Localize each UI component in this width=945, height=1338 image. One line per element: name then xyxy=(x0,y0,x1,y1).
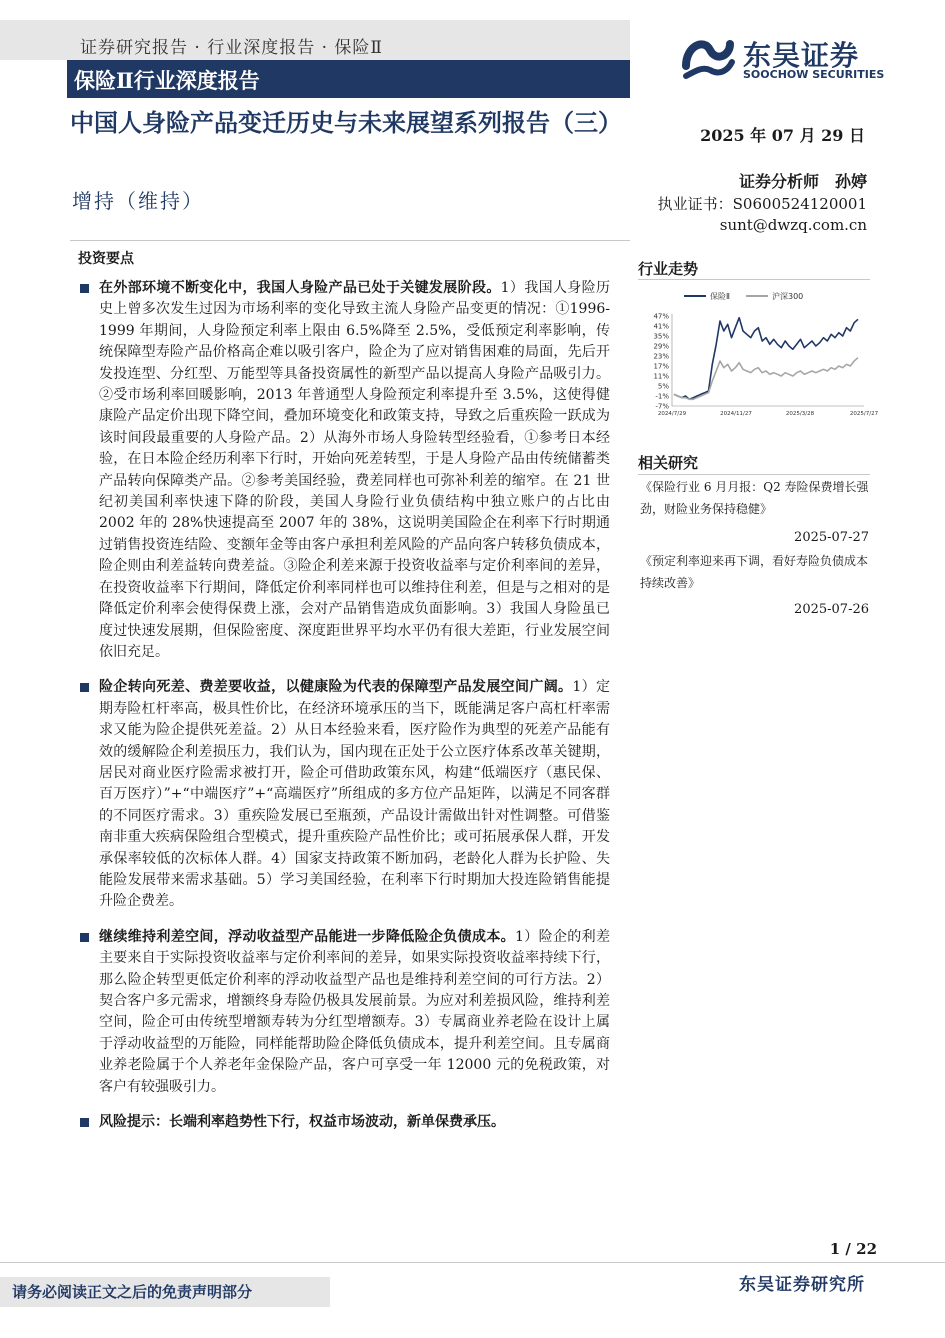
x-tick-label: 2025/3/28 xyxy=(785,411,815,417)
divider xyxy=(638,474,870,475)
summary-point xyxy=(80,278,610,663)
point-lead: 风险提示：长端利率趋势性下行，权益市场波动，新单保费承压。 xyxy=(99,1114,505,1131)
analyst-cert: 执业证书：S0600524120001 xyxy=(657,195,867,213)
y-tick-label: 41% xyxy=(653,322,669,331)
point-text: 1）我国人身险历史上曾多次发生过因为市场利率的变化导致主流人身险产品变更的情况：①1996-1999 年期间，人身险预定利率上限由 6.5%降至 2.5%，受低预定利率影响，传统保障型寿险产品价格高企难以吸引客户，险企为了应对销售困难的局面，先后开发投连型、分红型、万能型等具备投资属性的新型产品以提高人身险产品吸引力。②受市场利率回暖影响，2013 年普通型人身险预定利率提升至 3.5%，这使得健康险产品定价出现下降空间，叠加环境变化和政策支持，导致之后重疾险一跃成为该时间段最重要的人身险产品。2）从海外市场人身险转型经验看，①参考日本经验，在日本险企经历利率下行时，开始向死差转型，于是人身险产品由传统储蓄类产品转向保障类产品。②参考美国经验，费差同样也可弥补利差的缩窄。在 21 世纪初美国利率快速下降的阶段，美国人身险行业负债结构中独立账户的占比由 2002 年的 28%快速提高至 2007 年的 38%，这说明美国险企在利率下行时期通过销售投资连结险、变额年金等由客户承担利差风险的产品向客户转移负债成本，险企则由利差益转向费差益。③险企利差来源于投资收益率与定价利率间的差异，在投资收益率下行期间，降低定价利率同样也可以维持住利差，但是与之相对的是降低定价利率会使得保费上涨，会对产品销售造成负面影响。3）我国人身险虽已度过快速发展期，但保险密度、深度距世界平均水平仍有很大差距，行业发展空间依旧充足。 xyxy=(99,280,610,660)
y-tick-label: -1% xyxy=(655,392,669,401)
y-tick-label: 5% xyxy=(657,382,669,391)
report-title: 中国人身险产品变迁历史与未来展望系列报告（三） xyxy=(70,108,622,137)
bullet-square-icon xyxy=(80,683,89,692)
x-tick-label: 2025/7/27 xyxy=(849,411,879,417)
legend-label: 沪深300 xyxy=(772,292,804,301)
summary-point xyxy=(80,677,610,912)
rating: 增持（维持） xyxy=(72,189,204,213)
analyst-email[interactable]: sunt@dwzq.com.cn xyxy=(719,216,867,234)
point-lead: 继续维持利差空间，浮动收益型产品能进一步降低险企负债成本。 xyxy=(99,928,516,945)
summary-body xyxy=(80,278,610,1147)
bullet-square-icon xyxy=(80,284,89,293)
disclaimer-note: 请务必阅读正文之后的免责声明部分 xyxy=(12,1283,253,1301)
point-lead: 在外部环境不断变化中，我国人身险产品已处于关键发展阶段。 xyxy=(99,280,501,296)
divider xyxy=(0,1262,945,1263)
related-report-date: 2025-07-27 xyxy=(794,530,869,545)
report-date: 2025 年 07 月 29 日 xyxy=(700,126,865,145)
y-tick-label: 29% xyxy=(653,342,669,351)
brand-logo-icon xyxy=(680,32,736,82)
y-tick-label: 11% xyxy=(653,372,669,381)
breadcrumb: 证券研究报告 · 行业深度报告 · 保险Ⅱ xyxy=(80,38,383,58)
x-tick-label: 2024/7/29 xyxy=(657,411,687,417)
point-text: 1）定期寿险杠杆率高，极具性价比，在经济环境承压的当下，既能满足客户高杠杆率需求又能为险企提供死差益。2）从日本经验来看，医疗险作为典型的死差产品能有效的缓解险企利差损压力，我们认为，国内现在正处于公立医疗体系改革关键期，居民对商业医疗险需求被打开，险企可借助政策东风，构建“低端医疗（惠民保、百万医疗）”+“中端医疗”+“高端医疗”所组成的多方位产品矩阵，以满足不同客群的不同医疗需求。3）重疾险发展已至瓶颈，产品设计需做出针对性调整。可借鉴南非重大疾病保险组合型模式，提升重疾险产品性价比；或可拓展承保人群，开发承保率较低的次标体人群。4）国家支持政策不断加码，老龄化人群为长护险、失能险发展带来需求基础。5）学习美国经验，在利率下行时期加大投连险销售能提升险企费差。 xyxy=(99,679,610,910)
industry-trend-chart xyxy=(638,284,879,424)
y-tick-label: 35% xyxy=(653,332,669,341)
x-tick-label: 2024/11/27 xyxy=(720,411,752,417)
series-line xyxy=(674,318,858,400)
bullet-square-icon xyxy=(80,1118,89,1127)
related-heading: 相关研究 xyxy=(638,454,699,472)
related-report-date: 2025-07-26 xyxy=(794,602,869,617)
divider xyxy=(638,279,870,280)
brand-name-en: SOOCHOW SECURITIES xyxy=(743,68,885,81)
trend-heading: 行业走势 xyxy=(638,260,699,278)
report-category: 保险Ⅱ行业深度报告 xyxy=(74,68,260,93)
brand-name: 东吴证券 xyxy=(743,39,860,72)
summary-heading: 投资要点 xyxy=(78,251,134,267)
related-report-title[interactable]: 《预定利率迎来再下调，看好寿险负债成本持续改善》 xyxy=(640,554,869,590)
legend-label: 保险Ⅱ xyxy=(710,292,730,301)
point-lead: 险企转向死差、费差要收益，以健康险为代表的保障型产品发展空间广阔。 xyxy=(99,679,573,696)
y-tick-label: 17% xyxy=(653,362,669,371)
institute-name: 东吴证券研究所 xyxy=(739,1275,865,1295)
page-number: 1 / 22 xyxy=(829,1240,877,1258)
summary-point xyxy=(80,927,610,1098)
y-tick-label: 23% xyxy=(653,352,669,361)
related-report-title[interactable]: 《保险行业 6 月月报：Q2 寿险保费增长强劲，财险业务保持稳健》 xyxy=(640,480,869,516)
divider xyxy=(70,240,630,241)
summary-point xyxy=(80,1112,610,1133)
series-line xyxy=(674,358,858,400)
y-tick-label: -7% xyxy=(655,402,669,411)
y-tick-label: 47% xyxy=(653,312,669,321)
bullet-square-icon xyxy=(80,933,89,942)
analyst-name: 证券分析师 孙婷 xyxy=(738,172,867,191)
point-text: 1）险企的利差主要来自于实际投资收益率与定价利率间的差异，如果实际投资收益率持续下行，那么险企转型更低定价利率的浮动收益型产品也是维持利差空间的可行方法。2）契合客户多元需求，增额终身寿险仍极具发展前景。为应对利差损风险，维持利差空间，险企可由传统型增额寿转为分红型增额寿。3）专属商业养老险在设计上属于浮动收益型的万能险，同样能帮助险企降低负债成本，提升利差空间。且专属商业养老险属于个人养老年金保险产品，客户可享受一年 12000 元的免税政策，对客户有较强吸引力。 xyxy=(99,928,610,1095)
